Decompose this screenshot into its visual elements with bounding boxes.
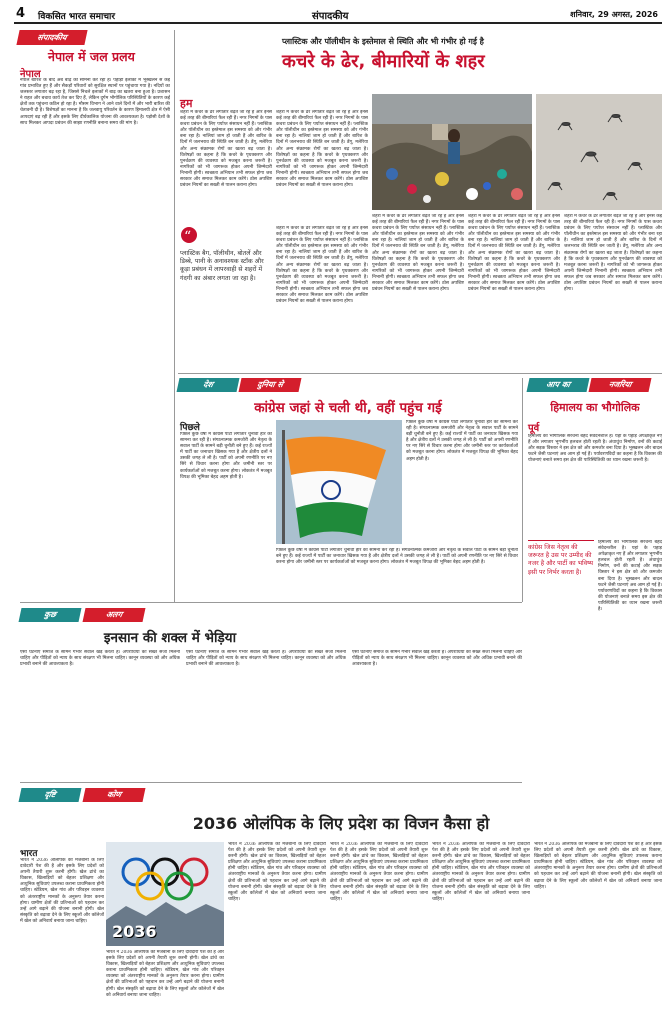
bottom-body-col1: भारत ने 2036 ओलंपिक की मेजबानी के लिए दावेदारी पेश की है और इसके लिए प्रदेशों को अपनी तैयारी शुरू करनी होगी। खेल ढांचे का विकास, खिलाड़ियों को बेहतर प्रशिक्षण और आधुनिक सुविधाएं उपलब्ध कराना प्राथमिकता होनी चाहिए। स्टेडियम, खेल गांव और परिवहन व्यवस्था को अंतरराष्ट्रीय मानकों के अनुरूप तैयार करना होगा। ग्रामीण क्षेत्रों की प्रतिभाओं को पहचान कर उन्हें आगे बढ़ाने की योजना बनानी होगी। खेल संस्कृति को बढ़ावा देने के लिए स्कूलों और कॉलेजों में खेल को अनिवार्य बनाया जाना चाहिए। (20, 858, 104, 924)
bottom-body-col3: भारत ने 2036 ओलंपिक की मेजबानी के लिए दावेदारी पेश की है और इसके लिए प्रदेशों को अपनी तैयारी शुरू करनी होगी। खेल ढांचे का विकास, खिलाड़ियों को बेहतर प्रशिक्षण और आधुनिक सुविधाएं उपलब्ध कराना प्राथमिकता होनी चाहिए। स्टेडियम, खेल गांव और परिवहन व्यवस्था को अंतरराष्ट्रीय मानकों के अनुरूप तैयार करना होगा। ग्रामीण क्षेत्रों की प्रतिभाओं को पहचान कर उन्हें आगे बढ़ाने की योजना बनानी होगी। खेल संस्कृति को बढ़ावा देने के लिए स्कूलों और कॉलेजों में खेल को अनिवार्य बनाया जाना चाहिए। (330, 842, 428, 902)
bottom-left-body-col3: ऐसी घटनाएं समाज के सामने गंभीर सवाल खड़े करती हैं। अपराधियों को सख्त सजा मिलनी चाहिए और पीड़ितों को न्याय के साथ संरक्षण भी मिलना चाहिए। कानून व्यवस्था को और अधिक प्रभावी बनाने की आवश्यकता है। (352, 650, 522, 668)
bottom-left-body-col2: ऐसी घटनाएं समाज के सामने गंभीर सवाल खड़े करती हैं। अपराधियों को सख्त सजा मिलनी चाहिए और पीड़ितों को न्याय के साथ संरक्षण भी मिलना चाहिए। कानून व्यवस्था को और अधिक प्रभावी बनाने की आवश्यकता है। (186, 650, 346, 668)
mid-headline: कांग्रेस जहां से चली थी, वहीं पहुंच गई (254, 400, 442, 416)
mid-section-tag-b: दुनिया से (239, 378, 302, 392)
left-dropcap: नेपाल (20, 69, 41, 80)
page-number: 4 (16, 6, 26, 21)
bottom-left-headline: इनसान की शक्ल में भेड़िया (103, 630, 237, 646)
right-section-tag: आप का (527, 378, 590, 392)
congress-flag-photo (276, 420, 402, 544)
right-pull-quote-box (528, 540, 594, 680)
left-body: नेपाल बारिश के बाद अब बाढ़ का सामना कर रहा है। पहाड़ी इलाकों में भूस्खलन से कई गांव प्रभावित हुए हैं और सैकड़ों परिवारों को सुरक्षित स्थानों पर पहुंचाया गया है। नदियों का जलस्तर लगातार बढ़ रहा है, जिससे निचले इलाकों में बाढ़ का खतरा बना हुआ है। प्रशासन ने राहत और बचाव कार्य तेज कर दिए हैं, लेकिन दुर्गम भौगोलिक परिस्थितियों के कारण कई क्षेत्रों तक पहुंचना कठिन हो रहा है। मौसम विभाग ने आने वाले दिनों में और भारी बारिश की चेतावनी दी है। विशेषज्ञों का मानना है कि जलवायु परिवर्तन के कारण हिमालयी क्षेत्र में ऐसी आपदाएं बढ़ रही हैं और इसके लिए दीर्घकालिक योजना की आवश्यकता है। पड़ोसी देशों के साथ मिलकर आपदा प्रबंधन की साझा रणनीति बनाना समय की मांग है। (20, 78, 170, 126)
top-body-col5: शहरों में कचरे के ढेर लगातार बढ़ते जा रहे हैं और इनसे कई तरह की बीमारियां फैल रही हैं। नगर निगमों के पास कचरा प्रबंधन के लिए पर्याप्त संसाधन नहीं हैं। प्लास्टिक और पॉलीथीन का इस्तेमाल इस समस्या को और गंभीर बना रहा है। नालियां जाम हो जाती हैं और बारिश के दिनों में जलभराव की स्थिति बन जाती है। डेंगू, मलेरिया और अन्य संक्रामक रोगों का खतरा बढ़ जाता है। विशेषज्ञों का कहना है कि कचरे के पृथक्करण और पुनर्चक्रण की व्यवस्था को मजबूत करना जरूरी है। नागरिकों को भी जागरूक होकर अपनी जिम्मेदारी निभानी होगी। स्वच्छता अभियान तभी सफल होगा जब सरकार और समाज मिलकर काम करेंगे। ठोस अपशिष्ट प्रबंधन नियमों का सख्ती से पालन कराना होगा। (468, 214, 560, 293)
bottom-section-tag: दृष्टि (19, 788, 82, 802)
mid-body-col1: पिछले कुछ वर्षों में कांग्रेस पार्टी लगातार चुनावी हार का सामना कर रही है। संगठनात्मक कमजोरी और नेतृत्व के सवाल पार्टी के सामने बड़ी चुनौती बने हुए हैं। कई राज्यों में पार्टी का जनाधार खिसक गया है और क्षेत्रीय दलों ने उसकी जगह ले ली है। पार्टी को अपनी रणनीति पर नए सिरे से विचार करना होगा और जमीनी स्तर पर कार्यकर्ताओं को मजबूत करना होगा। लोकतंत्र में मजबूत विपक्ष की भूमिका बेहद अहम होती है। (180, 432, 272, 480)
mid-dropcap: पिछले (180, 423, 200, 433)
svg-text:“: “ (184, 229, 192, 244)
garbage-photo (372, 94, 532, 210)
bottom-body-col4: भारत ने 2036 ओलंपिक की मेजबानी के लिए दावेदारी पेश की है और इसके लिए प्रदेशों को अपनी तैयारी शुरू करनी होगी। खेल ढांचे का विकास, खिलाड़ियों को बेहतर प्रशिक्षण और आधुनिक सुविधाएं उपलब्ध कराना प्राथमिकता होनी चाहिए। स्टेडियम, खेल गांव और परिवहन व्यवस्था को अंतरराष्ट्रीय मानकों के अनुरूप तैयार करना होगा। ग्रामीण क्षेत्रों की प्रतिभाओं को पहचान कर उन्हें आगे बढ़ाने की योजना बनानी होगी। खेल संस्कृति को बढ़ावा देने के लिए स्कूलों और कॉलेजों में खेल को अनिवार्य बनाया जाना चाहिए। (432, 842, 530, 902)
right-section-tag-b: नजरिया (589, 378, 652, 392)
top-body-col3: शहरों में कचरे के ढेर लगातार बढ़ते जा रहे हैं और इनसे कई तरह की बीमारियां फैल रही हैं। नगर निगमों के पास कचरा प्रबंधन के लिए पर्याप्त संसाधन नहीं हैं। प्लास्टिक और पॉलीथीन का इस्तेमाल इस समस्या को और गंभीर बना रहा है। नालियां जाम हो जाती हैं और बारिश के दिनों में जलभराव की स्थिति बन जाती है। डेंगू, मलेरिया और अन्य संक्रामक रोगों का खतरा बढ़ जाता है। विशेषज्ञों का कहना है कि कचरे के पृथक्करण और पुनर्चक्रण की व्यवस्था को मजबूत करना जरूरी है। नागरिकों को भी जागरूक होकर अपनी जिम्मेदारी निभानी होगी। स्वच्छता अभियान तभी सफल होगा जब सरकार और समाज मिलकर काम करेंगे। ठोस अपशिष्ट प्रबंधन नियमों का सख्ती से पालन कराना होगा। (276, 226, 368, 305)
section-title: संपादकीय (312, 11, 349, 22)
top-body-col4: शहरों में कचरे के ढेर लगातार बढ़ते जा रहे हैं और इनसे कई तरह की बीमारियां फैल रही हैं। नगर निगमों के पास कचरा प्रबंधन के लिए पर्याप्त संसाधन नहीं हैं। प्लास्टिक और पॉलीथीन का इस्तेमाल इस समस्या को और गंभीर बना रहा है। नालियां जाम हो जाती हैं और बारिश के दिनों में जलभराव की स्थिति बन जाती है। डेंगू, मलेरिया और अन्य संक्रामक रोगों का खतरा बढ़ जाता है। विशेषज्ञों का कहना है कि कचरे के पृथक्करण और पुनर्चक्रण की व्यवस्था को मजबूत करना जरूरी है। नागरिकों को भी जागरूक होकर अपनी जिम्मेदारी निभानी होगी। स्वच्छता अभियान तभी सफल होगा जब सरकार और समाज मिलकर काम करेंगे। ठोस अपशिष्ट प्रबंधन नियमों का सख्ती से पालन कराना होगा। (372, 214, 464, 293)
top-dropcap: हम (180, 97, 193, 110)
mid-section-tag: देश (177, 378, 240, 392)
top-pull-quote: प्लास्टिक बैग, पॉलीथीन, बोतलें और डिब्बे, पानी के अनावश्यक स्टॉक और कूड़ा प्रबंधन में लापरवाही से शहरों में गंदगी का अंबार लगता जा रहा है। (180, 250, 264, 282)
top-body-col1: शहरों में कचरे के ढेर लगातार बढ़ते जा रहे हैं और इनसे कई तरह की बीमारियां फैल रही हैं। नगर निगमों के पास कचरा प्रबंधन के लिए पर्याप्त संसाधन नहीं हैं। प्लास्टिक और पॉलीथीन का इस्तेमाल इस समस्या को और गंभीर बना रहा है। नालियां जाम हो जाती हैं और बारिश के दिनों में जलभराव की स्थिति बन जाती है। डेंगू, मलेरिया और अन्य संक्रामक रोगों का खतरा बढ़ जाता है। विशेषज्ञों का कहना है कि कचरे के पृथक्करण और पुनर्चक्रण की व्यवस्था को मजबूत करना जरूरी है। नागरिकों को भी जागरूक होकर अपनी जिम्मेदारी निभानी होगी। स्वच्छता अभियान तभी सफल होगा जब सरकार और समाज मिलकर काम करेंगे। ठोस अपशिष्ट प्रबंधन नियमों का सख्ती से पालन कराना होगा। (180, 110, 272, 189)
left-headline: नेपाल में जल प्रलय (48, 49, 135, 64)
right-body-col1: हिमालय की भौगोलिक संरचना बेहद संवेदनशील है। यहां के पहाड़ अपेक्षाकृत नए हैं और लगातार भूगर्भीय हलचल होती रहती है। अंधाधुंध निर्माण, वनों की कटाई और सड़क विस्तार ने इस क्षेत्र को और कमजोर बना दिया है। भूस्खलन और बादल फटने जैसी घटनाएं अब आम हो गई हैं। पर्यावरणविदों का कहना है कि विकास की योजनाएं बनाते समय इस क्षेत्र की पारिस्थितिकी का ध्यान रखना जरूरी है। (528, 434, 662, 464)
top-kicker: प्लास्टिक और पॉलीथीन के इस्तेमाल से स्थिति और भी गंभीर हो गई है (282, 37, 484, 46)
masthead (14, 6, 662, 24)
bottom-body-below-image: भारत ने 2036 ओलंपिक की मेजबानी के लिए दावेदारी पेश की है और इसके लिए प्रदेशों को अपनी तैयारी शुरू करनी होगी। खेल ढांचे का विकास, खिलाड़ियों को बेहतर प्रशिक्षण और आधुनिक सुविधाएं उपलब्ध कराना प्राथमिकता होनी चाहिए। स्टेडियम, खेल गांव और परिवहन व्यवस्था को अंतरराष्ट्रीय मानकों के अनुरूप तैयार करना होगा। ग्रामीण क्षेत्रों की प्रतिभाओं को पहचान कर उन्हें आगे बढ़ाने की योजना बनानी होगी। खेल संस्कृति को बढ़ावा देने के लिए स्कूलों और कॉलेजों में खेल को अनिवार्य बनाया जाना चाहिए। (106, 950, 224, 998)
editorial-tag: संपादकीय (16, 30, 87, 45)
top-pull-quote-box (180, 226, 272, 352)
bottom-headline: 2036 ओलंपिक के लिए प्रदेश का विजन कैसा हो (192, 814, 490, 833)
right-headline: हिमालय का भौगोलिक (550, 401, 640, 414)
paper-name: विकसित भारत समाचार (38, 12, 116, 22)
mosquito-photo (536, 94, 662, 210)
right-body-col2: हिमालय की भौगोलिक संरचना बेहद संवेदनशील है। यहां के पहाड़ अपेक्षाकृत नए हैं और लगातार भूगर्भीय हलचल होती रहती है। अंधाधुंध निर्माण, वनों की कटाई और सड़क विस्तार ने इस क्षेत्र को और कमजोर बना दिया है। भूस्खलन और बादल फटने जैसी घटनाएं अब आम हो गई हैं। पर्यावरणविदों का कहना है कि विकास की योजनाएं बनाते समय इस क्षेत्र की पारिस्थितिकी का ध्यान रखना जरूरी है। (598, 540, 662, 613)
bottom-dropcap: भारत (20, 849, 38, 859)
top-headline: कचरे के ढेर, बीमारियों के शहर (282, 51, 485, 72)
bottom-left-body-col1: ऐसी घटनाएं समाज के सामने गंभीर सवाल खड़े करती हैं। अपराधियों को सख्त सजा मिलनी चाहिए और पीड़ितों को न्याय के साथ संरक्षण भी मिलना चाहिए। कानून व्यवस्था को और अधिक प्रभावी बनाने की आवश्यकता है। (20, 650, 180, 668)
top-body-col2: शहरों में कचरे के ढेर लगातार बढ़ते जा रहे हैं और इनसे कई तरह की बीमारियां फैल रही हैं। नगर निगमों के पास कचरा प्रबंधन के लिए पर्याप्त संसाधन नहीं हैं। प्लास्टिक और पॉलीथीन का इस्तेमाल इस समस्या को और गंभीर बना रहा है। नालियां जाम हो जाती हैं और बारिश के दिनों में जलभराव की स्थिति बन जाती है। डेंगू, मलेरिया और अन्य संक्रामक रोगों का खतरा बढ़ जाता है। विशेषज्ञों का कहना है कि कचरे के पृथक्करण और पुनर्चक्रण की व्यवस्था को मजबूत करना जरूरी है। नागरिकों को भी जागरूक होकर अपनी जिम्मेदारी निभानी होगी। स्वच्छता अभियान तभी सफल होगा जब सरकार और समाज मिलकर काम करेंगे। ठोस अपशिष्ट प्रबंधन नियमों का सख्ती से पालन कराना होगा। (276, 110, 368, 189)
bottom-left-tag-b: अलग (83, 608, 146, 622)
top-body-col6: शहरों में कचरे के ढेर लगातार बढ़ते जा रहे हैं और इनसे कई तरह की बीमारियां फैल रही हैं। नगर निगमों के पास कचरा प्रबंधन के लिए पर्याप्त संसाधन नहीं हैं। प्लास्टिक और पॉलीथीन का इस्तेमाल इस समस्या को और गंभीर बना रहा है। नालियां जाम हो जाती हैं और बारिश के दिनों में जलभराव की स्थिति बन जाती है। डेंगू, मलेरिया और अन्य संक्रामक रोगों का खतरा बढ़ जाता है। विशेषज्ञों का कहना है कि कचरे के पृथक्करण और पुनर्चक्रण की व्यवस्था को मजबूत करना जरूरी है। नागरिकों को भी जागरूक होकर अपनी जिम्मेदारी निभानी होगी। स्वच्छता अभियान तभी सफल होगा जब सरकार और समाज मिलकर काम करेंगे। ठोस अपशिष्ट प्रबंधन नियमों का सख्ती से पालन कराना होगा। (564, 214, 662, 293)
bottom-body-col5: भारत ने 2036 ओलंपिक की मेजबानी के लिए दावेदारी पेश की है और इसके लिए प्रदेशों को अपनी तैयारी शुरू करनी होगी। खेल ढांचे का विकास, खिलाड़ियों को बेहतर प्रशिक्षण और आधुनिक सुविधाएं उपलब्ध कराना प्राथमिकता होनी चाहिए। स्टेडियम, खेल गांव और परिवहन व्यवस्था को अंतरराष्ट्रीय मानकों के अनुरूप तैयार करना होगा। ग्रामीण क्षेत्रों की प्रतिभाओं को पहचान कर उन्हें आगे बढ़ाने की योजना बनानी होगी। खेल संस्कृति को बढ़ावा देने के लिए स्कूलों और कॉलेजों में खेल को अनिवार्य बनाया जाना चाहिए। (534, 842, 662, 890)
olympic-rings-image (106, 842, 224, 946)
right-dropcap: पूर्व (528, 423, 540, 434)
bottom-body-col2: भारत ने 2036 ओलंपिक की मेजबानी के लिए दावेदारी पेश की है और इसके लिए प्रदेशों को अपनी तैयारी शुरू करनी होगी। खेल ढांचे का विकास, खिलाड़ियों को बेहतर प्रशिक्षण और आधुनिक सुविधाएं उपलब्ध कराना प्राथमिकता होनी चाहिए। स्टेडियम, खेल गांव और परिवहन व्यवस्था को अंतरराष्ट्रीय मानकों के अनुरूप तैयार करना होगा। ग्रामीण क्षेत्रों की प्रतिभाओं को पहचान कर उन्हें आगे बढ़ाने की योजना बनानी होगी। खेल संस्कृति को बढ़ावा देने के लिए स्कूलों और कॉलेजों में खेल को अनिवार्य बनाया जाना चाहिए। (228, 842, 326, 902)
mid-body-col3: पिछले कुछ वर्षों में कांग्रेस पार्टी लगातार चुनावी हार का सामना कर रही है। संगठनात्मक कमजोरी और नेतृत्व के सवाल पार्टी के सामने बड़ी चुनौती बने हुए हैं। कई राज्यों में पार्टी का जनाधार खिसक गया है और क्षेत्रीय दलों ने उसकी जगह ले ली है। पार्टी को अपनी रणनीति पर नए सिरे से विचार करना होगा और जमीनी स्तर पर कार्यकर्ताओं को मजबूत करना होगा। लोकतंत्र में मजबूत विपक्ष की भूमिका बेहद अहम होती है। (276, 548, 518, 566)
right-pull-quote: कांग्रेस जिस नेतृत्व की जरूरत है उस पर उम्मीद की नजर है और पार्टी का भविष्य इसी पर निर्भर करता है। (528, 544, 594, 576)
bottom-left-tag: कुछ (19, 608, 82, 622)
date: शनिवार, 29 अगस्त, 2026 (570, 10, 658, 19)
mid-body-col2: पिछले कुछ वर्षों में कांग्रेस पार्टी लगातार चुनावी हार का सामना कर रही है। संगठनात्मक कमजोरी और नेतृत्व के सवाल पार्टी के सामने बड़ी चुनौती बने हुए हैं। कई राज्यों में पार्टी का जनाधार खिसक गया है और क्षेत्रीय दलों ने उसकी जगह ले ली है। पार्टी को अपनी रणनीति पर नए सिरे से विचार करना होगा और जमीनी स्तर पर कार्यकर्ताओं को मजबूत करना होगा। लोकतंत्र में मजबूत विपक्ष की भूमिका बेहद अहम होती है। (406, 420, 518, 462)
bottom-section-tag-b: कोण (83, 788, 146, 802)
quote-icon (180, 226, 198, 244)
olympic-image-caption: 2036 (112, 922, 157, 941)
